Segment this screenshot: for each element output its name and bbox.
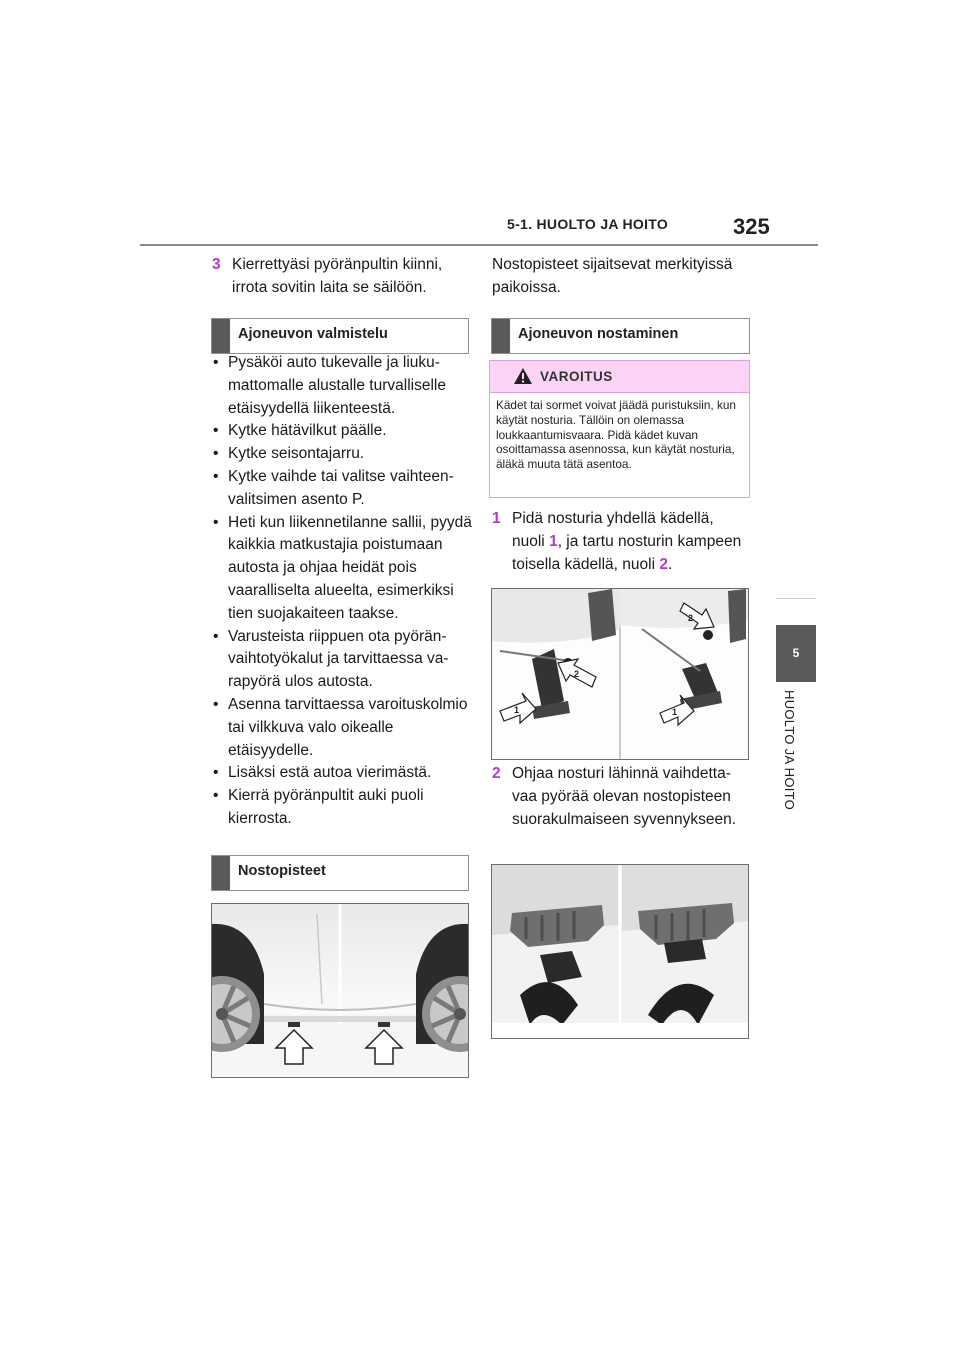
section-title: Ajoneuvon valmistelu xyxy=(238,326,388,342)
figure-label: 2 xyxy=(688,613,694,623)
list-item: • Kierrä pyöränpultit auki puoli kierrosta. xyxy=(212,785,472,831)
step-text-part: Pidä nosturia yhdellä kädellä, nuoli xyxy=(512,510,714,550)
section-jack-points xyxy=(211,855,469,891)
step-number: 1 xyxy=(492,510,501,527)
figure-jack-in-recess xyxy=(491,864,749,1039)
section-vehicle-prep xyxy=(211,318,469,354)
jack-handling-illustration xyxy=(492,589,748,759)
page-number: 325 xyxy=(733,214,770,239)
warning-header xyxy=(490,361,749,393)
step-text-part: . xyxy=(667,555,673,573)
step-2 xyxy=(492,763,747,831)
section-lifting xyxy=(491,318,750,354)
step-number: 2 xyxy=(492,765,501,782)
step-text-part: , ja tartu nosturin kampeen toisella kädellä, nuoli xyxy=(512,532,742,573)
header-rule xyxy=(140,244,818,246)
list-item: • Asenna tarvittaessa varoituskolmio tai vilkkuva valo oikealle etäisyydelle. xyxy=(212,694,472,762)
step-text: Ohjaa nosturi lähinnä vaihdettavaa pyörää olevan nostopisteen suorakulmaiseen syvennykseen. xyxy=(512,765,737,828)
step-number: 3 xyxy=(212,256,221,273)
section-accent xyxy=(212,319,230,353)
jack-points-illustration xyxy=(212,904,468,1077)
step-3 xyxy=(212,254,472,300)
figure-jack-handling xyxy=(491,588,749,760)
jack-recess-illustration xyxy=(492,865,748,1038)
figure-jack-points xyxy=(211,903,469,1078)
warning-triangle-icon xyxy=(513,367,533,385)
step-1 xyxy=(492,508,747,576)
side-tab-rule xyxy=(776,598,816,599)
list-item: • Kytke seisontajarru. xyxy=(212,443,472,466)
section-title: Ajoneuvon nostaminen xyxy=(518,326,679,342)
section-accent xyxy=(492,319,510,353)
list-item: • Kytke vaihde tai valitse vaihteenvalitsimen asento P. xyxy=(212,466,472,512)
figure-label: 1 xyxy=(514,705,520,715)
chapter-number-tab: 5 xyxy=(776,625,816,682)
chapter-title-vertical xyxy=(768,690,824,850)
figure-label: 1 xyxy=(672,707,678,717)
warning-text: Kädet tai sormet voivat jäädä puristuksiin, kun käytät nosturia. Tällöin on olemassa loukkaantumisvaara. Pidä kädet kuvan osoittamassa asennossa, kun käytät nosturia, äläkä muuta tätä asentoa. xyxy=(496,398,736,472)
chapter-title: HUOLTO JA HOITO xyxy=(782,690,797,811)
list-item: • Lisäksi estä autoa vierimästä. xyxy=(212,762,472,785)
arrow-ref-2: 2 xyxy=(659,555,668,573)
list-item: • Kytke hätävilkut päälle. xyxy=(212,420,472,443)
arrow-ref-1: 1 xyxy=(549,532,558,550)
list-item: • Varusteista riippuen ota pyöränvaihtotyökalut ja tarvittaessa varapyörä ulos autosta. xyxy=(212,626,472,694)
step-text: Kierrettyäsi pyöränpultin kiinni, irrota sovitin laita se säilöön. xyxy=(232,256,443,296)
header-section-title: 5-1. HUOLTO JA HOITO xyxy=(507,216,669,232)
list-item: • Pysäköi auto tukevalle ja liukumattomalle alustalle turvalliselle etäisyydellä liikenteestä. xyxy=(212,352,472,420)
section-title: Nostopisteet xyxy=(238,863,326,879)
warning-label: VAROITUS xyxy=(540,369,613,384)
list-item: • Heti kun liikennetilanne sallii, pyydä kaikkia matkustajia poistumaan autosta ja ohjaa heidät pois vaaralliselta alueelta, esimerkiksi tien suojakaiteen taakse. xyxy=(212,512,472,626)
warning-box xyxy=(489,360,750,498)
step-text xyxy=(512,508,747,576)
figure-label: 2 xyxy=(574,669,580,679)
section-accent xyxy=(212,856,230,890)
jack-points-intro: Nostopisteet sijaitsevat merkityissä paikoissa. xyxy=(492,256,733,296)
prep-bullet-list xyxy=(212,352,472,831)
